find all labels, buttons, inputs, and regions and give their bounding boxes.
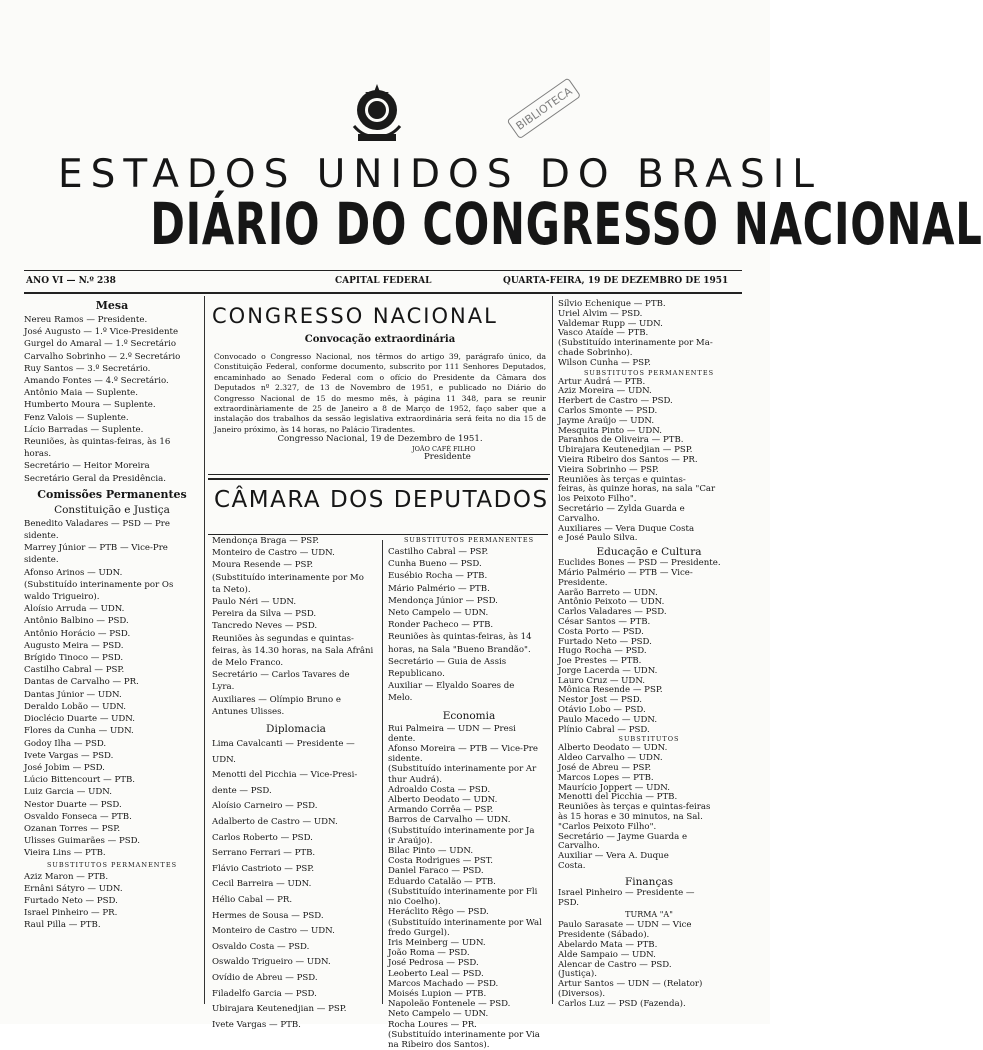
- text-line: Wilson Cunha — PSP.: [558, 357, 651, 368]
- text-line: ir Araújo).: [388, 835, 433, 846]
- text-line: Marcos Lopes — PTB.: [558, 772, 654, 783]
- text-line: Antônio Balbino — PSD.: [24, 616, 129, 627]
- text-line: Abelardo Mata — PTB.: [558, 940, 658, 951]
- text-line: Artur Audrá — PTB.: [558, 376, 646, 387]
- place-line: CAPITAL FEDERAL: [335, 276, 432, 286]
- text-line: fredo Gurgel).: [388, 927, 450, 938]
- text-line: Secretário — Jayme Guarda e: [558, 831, 688, 842]
- text-line: Humberto Moura — Suplente.: [24, 400, 156, 411]
- text-line: (Substituído interinamente por Os: [24, 579, 174, 590]
- text-line: Paulo Macedo — UDN.: [558, 714, 658, 725]
- text-line: Carlos Roberto — PSD.: [212, 832, 313, 843]
- col4-sub-heading-1: SUBSTITUTOS PERMANENTES: [583, 368, 715, 377]
- text-line: (Justiça).: [558, 969, 597, 980]
- text-line: Osvaldo Fonseca — PTB.: [24, 811, 132, 822]
- text-line: Afonso Arinos — UDN.: [24, 567, 123, 578]
- text-line: Daniel Faraco — PSD.: [388, 866, 484, 877]
- text-line: Antônio Peixoto — UDN.: [558, 597, 665, 608]
- text-line: Vieira Lins — PTB.: [24, 848, 106, 859]
- text-line: Castilho Cabral — PSP.: [388, 547, 489, 557]
- text-line: Presidente.: [558, 577, 608, 588]
- col4-top-list: [558, 300, 740, 369]
- text-line: Reuniões às terças e quintas-: [558, 474, 686, 485]
- text-line: los Peixoto Filho".: [558, 494, 637, 505]
- masthead-rule-top: [24, 270, 742, 271]
- text-line: Serrano Ferrari — PTB.: [212, 848, 316, 859]
- congresso-heading: CONGRESSO NACIONAL: [212, 304, 498, 328]
- text-line: Lício Barradas — Suplente.: [24, 424, 144, 435]
- library-stamp: [500, 75, 590, 145]
- text-line: César Santos — PTB.: [558, 616, 651, 627]
- column-1: [24, 298, 200, 932]
- text-line: Alberto Deodato — UDN.: [558, 743, 668, 754]
- convocacao-text: Convocado o Congresso Nacional, nos têrmos do artigo 39, parágrafo único, da Constituição Federal, conforme documento, subscrito por 111 Senhores Deputados, encaminhado ao Senado Federal com o ofício do Presidente da Câmara dos Deputados nº 2.327, de 13 de Novembro de 1951, e publicado no Diário do Congresso Nacional de 15 do mesmo mês, à página 11 348, para se reunir extraordinàriamente de 25 de Janeiro a 8 de Março de 1952, faço saber que a instalação dos trabalhos da sessão legislativa extraordinária será feita no dia 15 de Janeiro próximo, às 14 horas, no Palácio Tiradentes.: [214, 352, 546, 434]
- text-line: Dioclécio Duarte — UDN.: [24, 714, 136, 725]
- text-line: Fenz Valois — Suplente.: [24, 412, 129, 423]
- text-line: Ivete Vargas — PSD.: [24, 750, 114, 761]
- text-line: Flores da Cunha — UDN.: [24, 726, 134, 737]
- text-line: "Carlos Peixoto Filho".: [558, 821, 657, 832]
- text-line: Castilho Cabral — PSP.: [24, 665, 125, 676]
- masthead-rule-bottom: [24, 292, 742, 294]
- text-line: Menotti del Picchia — PTB.: [558, 792, 678, 803]
- text-line: Eduardo Catalão — PTB.: [388, 876, 496, 887]
- economia-list: [388, 724, 550, 1050]
- signature-title: Presidente: [424, 452, 471, 463]
- turma-heading: TURMA "A": [625, 910, 673, 920]
- text-line: Aldeo Carvalho — UDN.: [558, 753, 663, 764]
- text-line: Hélio Cabal — PR.: [212, 894, 293, 905]
- col3-top-list: [388, 546, 550, 705]
- economia-heading: Economia: [442, 709, 496, 722]
- text-line: às 15 horas e 30 minutos, na Sal.: [558, 812, 703, 823]
- signature-block: [212, 433, 548, 462]
- text-line: Alencar de Castro — PSD.: [558, 959, 672, 970]
- text-line: Napoleão Fontenele — PSD.: [388, 999, 511, 1010]
- text-line: Aziz Maron — PTB.: [24, 871, 109, 882]
- text-line: Maurício Joppert — UDN.: [558, 782, 670, 793]
- column-2: [212, 535, 380, 1033]
- text-line: Brígido Tinoco — PSD.: [24, 653, 124, 664]
- text-line: Neto Campelo — UDN.: [388, 1009, 489, 1020]
- signature-place: Congresso Nacional, 19 de Dezembro de 1951.: [277, 434, 483, 444]
- text-line: Heráclito Rêgo — PSD.: [388, 907, 489, 918]
- column-rule-3: [552, 296, 553, 1004]
- text-line: Reuniões às quintas-feiras, às 14: [388, 632, 532, 643]
- date-line: QUARTA-FEIRA, 19 DE DEZEMBRO DE 1951: [503, 276, 729, 286]
- text-line: Reuniões às terças e quintas-feiras: [558, 802, 711, 813]
- col3-sub-heading: SUBSTITUTOS PERMANENTES: [403, 536, 535, 544]
- col2-top-list: [212, 535, 380, 718]
- signature-name: JOÃO CAFÉ FILHO: [412, 445, 476, 454]
- text-line: Ubirajara Keutenedjian — PSP.: [558, 445, 693, 456]
- text-line: na Ribeiro dos Santos).: [388, 1039, 490, 1050]
- text-line: Alberto Deodato — UDN.: [388, 795, 498, 806]
- text-line: Osvaldo Costa — PSD.: [212, 941, 310, 952]
- text-line: Secretário — Guia de Assis: [388, 656, 507, 667]
- convocacao-heading: Convocação extraordinária: [304, 334, 456, 345]
- svg-text:BIBLIOTECA: BIBLIOTECA: [513, 84, 575, 133]
- text-line: José Pedrosa — PSD.: [388, 958, 479, 969]
- column-4: [558, 300, 740, 1010]
- text-line: Ulisses Guimarães — PSD.: [24, 836, 140, 847]
- text-line: Oswaldo Trigueiro — UDN.: [212, 957, 331, 968]
- text-line: Secretário Geral da Presidência.: [24, 473, 167, 484]
- text-line: João Roma — PSD.: [388, 948, 470, 959]
- text-line: Rui Palmeira — UDN — Presi: [388, 723, 516, 734]
- text-line: Secretário — Carlos Tavares de: [212, 670, 350, 681]
- text-line: Hermes de Sousa — PSD.: [212, 910, 324, 921]
- financas-list: [558, 889, 740, 909]
- text-line: Augusto Meira — PSD.: [24, 640, 124, 651]
- text-line: Aloísio Arruda — UDN.: [24, 604, 125, 615]
- text-line: (Substituído interinamente por Fli: [388, 886, 538, 897]
- text-line: Mário Palmério — PTB — Vice-: [558, 567, 693, 578]
- text-line: Moisés Lupion — PTB.: [388, 988, 487, 999]
- text-line: Eusébio Rocha — PTB.: [388, 571, 488, 582]
- text-line: dente — PSD.: [212, 785, 272, 796]
- text-line: Alde Sampaio — UDN.: [558, 949, 656, 960]
- col4-sub-heading-2: SUBSTITUTOS: [618, 735, 680, 744]
- text-line: Carlos Smonte — PSD.: [558, 405, 658, 416]
- congresso-block: [212, 332, 548, 347]
- text-line: José de Abreu — PSP.: [558, 763, 652, 774]
- text-line: horas.: [24, 449, 52, 460]
- text-line: Vasco Ataíde — PTB.: [558, 328, 649, 339]
- text-line: PSD.: [558, 897, 579, 908]
- text-line: Plínio Cabral — PSD.: [558, 724, 650, 735]
- text-line: Neto Campelo — UDN.: [388, 608, 489, 619]
- text-line: Gurgel do Amaral — 1.º Secretário: [24, 339, 177, 350]
- text-line: Dantas de Carvalho — PR.: [24, 677, 139, 688]
- text-line: Filadelfo Garcia — PSD.: [212, 988, 317, 999]
- column-rule-1: [204, 296, 205, 1004]
- text-line: Paranhos de Oliveira — PTB.: [558, 435, 684, 446]
- text-line: Antônio Maia — Suplente.: [24, 388, 138, 399]
- mesa-heading: Mesa: [95, 299, 129, 312]
- text-line: Antônio Horácio — PSD.: [24, 628, 131, 639]
- text-line: Raul Pilla — PTB.: [24, 920, 101, 931]
- text-line: horas, na Sala "Bueno Brandão".: [388, 644, 531, 655]
- newspaper-title: DIÁRIO DO CONGRESSO NACIONAL: [150, 190, 983, 258]
- text-line: Ovídio de Abreu — PSD.: [212, 972, 318, 983]
- text-line: feiras, às quinze horas, na sala "Car: [558, 484, 716, 495]
- text-line: Carvalho.: [558, 513, 600, 524]
- text-line: Herbert de Castro — PSD.: [558, 396, 673, 407]
- text-line: Auxiliares — Vera Duque Costa: [558, 523, 695, 534]
- text-line: Mendonça Braga — PSP.: [212, 536, 319, 546]
- text-line: José Augusto — 1.º Vice-Presidente: [24, 327, 179, 338]
- text-line: Carvalho.: [558, 841, 600, 852]
- text-line: (Substituído interinamente por Ar: [388, 764, 537, 775]
- text-line: Auxiliares — Olímpio Bruno e: [212, 694, 341, 705]
- text-line: (Substituído interinamente por Wal: [388, 917, 542, 928]
- text-line: Benedito Valadares — PSD — Pre: [24, 518, 170, 529]
- text-line: Ubirajara Keutenedjian — PSP.: [212, 1004, 347, 1015]
- text-line: Ronder Pacheco — PTB.: [388, 620, 494, 631]
- text-line: Uriel Alvim — PSD.: [558, 308, 643, 319]
- text-line: Lyra.: [212, 682, 235, 693]
- col4-sub-list-2: [558, 744, 740, 871]
- text-line: Adalberto de Castro — UDN.: [212, 817, 338, 828]
- text-line: nio Coelho).: [388, 897, 441, 908]
- text-line: Rocha Loures — PR.: [388, 1019, 477, 1030]
- text-line: Jorge Lacerda — UDN.: [558, 665, 658, 676]
- text-line: Marrey Júnior — PTB — Vice-Pre: [24, 543, 168, 554]
- text-line: Valdemar Rupp — UDN.: [558, 318, 663, 329]
- turma-list: [558, 921, 740, 1009]
- text-line: Barros de Carvalho — UDN.: [388, 815, 511, 826]
- constituicao-list: [24, 518, 200, 860]
- text-line: UDN.: [212, 754, 236, 765]
- text-line: Auxiliar — Vera A. Duque: [558, 851, 669, 862]
- text-line: dente.: [388, 733, 416, 744]
- text-line: Vieira Ribeiro dos Santos — PR.: [558, 454, 698, 465]
- issue-number: ANO VI — N.º 238: [26, 276, 116, 286]
- text-line: Aloísio Carneiro — PSD.: [212, 801, 318, 812]
- text-line: (Substituído interinamente por Via: [388, 1029, 540, 1040]
- text-line: Mesquita Pinto — UDN.: [558, 425, 662, 436]
- text-line: Tancredo Neves — PSD.: [212, 621, 318, 632]
- text-line: Carlos Luz — PSD (Fazenda).: [558, 998, 686, 1009]
- constituicao-heading: Constituição e Justiça: [54, 503, 170, 516]
- text-line: Monteiro de Castro — UDN.: [212, 548, 335, 559]
- text-line: Ruy Santos — 3.º Secretário.: [24, 363, 151, 374]
- text-line: Israel Pinheiro — Presidente —: [558, 887, 695, 898]
- text-line: Secretário — Zylda Guarda e: [558, 503, 685, 514]
- text-line: chade Sobrinho).: [558, 347, 633, 358]
- congresso-rule: [208, 474, 550, 475]
- mesa-list: [24, 314, 200, 485]
- text-line: Ivete Vargas — PTB.: [212, 1019, 301, 1030]
- text-line: Carvalho Sobrinho — 2.º Secretário: [24, 351, 181, 362]
- text-line: Mônica Resende — PSP.: [558, 685, 663, 696]
- text-line: Marcos Machado — PSD.: [388, 978, 499, 989]
- text-line: Cecil Barreira — UDN.: [212, 879, 312, 890]
- text-line: Nestor Jost — PSD.: [558, 695, 643, 706]
- text-line: e José Paulo Silva.: [558, 533, 638, 544]
- text-line: Adroaldo Costa — PSD.: [388, 784, 491, 795]
- text-line: Artur Santos — UDN — (Relator): [558, 979, 703, 990]
- text-line: Otávio Lobo — PSD.: [558, 705, 646, 716]
- col4-sub-list-1: [558, 378, 740, 545]
- text-line: Luiz Garcia — UDN.: [24, 787, 112, 798]
- column-rule-2: [382, 540, 383, 1004]
- text-line: Reuniões às segundas e quintas-: [212, 633, 354, 644]
- diplomacia-heading: Diplomacia: [266, 723, 326, 736]
- text-line: Carlos Valadares — PSD.: [558, 607, 667, 618]
- text-line: Republicano.: [388, 669, 445, 680]
- text-line: Costa.: [558, 861, 586, 872]
- text-line: Israel Pinheiro — PR.: [24, 908, 118, 919]
- text-line: Armando Corrêa — PSP.: [388, 805, 494, 816]
- comissoes-heading: Comissões Permanentes: [37, 487, 187, 501]
- text-line: Costa Porto — PSD.: [558, 626, 644, 637]
- text-line: Flávio Castrioto — PSP.: [212, 863, 315, 874]
- text-line: Menotti del Picchia — Vice-Presi-: [212, 770, 358, 781]
- educacao-list: [558, 559, 740, 735]
- educacao-heading: Educação e Cultura: [596, 546, 702, 559]
- text-line: Ernâni Sátyro — UDN.: [24, 883, 123, 894]
- text-line: Deraldo Lobão — UDN.: [24, 701, 126, 712]
- text-line: Joe Prestes — PTB.: [558, 656, 642, 667]
- text-line: Melo.: [388, 693, 413, 704]
- text-line: Costa Rodrigues — PST.: [388, 856, 493, 867]
- text-line: Bilac Pinto — UDN.: [388, 846, 474, 857]
- coat-of-arms-seal: [344, 82, 410, 146]
- text-line: Pereira da Silva — PSD.: [212, 609, 317, 620]
- text-line: Vieira Sobrinho — PSP.: [558, 464, 659, 475]
- text-line: Euclides Bones — PSD — Presidente.: [558, 558, 721, 569]
- text-line: José Jobim — PSD.: [24, 762, 105, 773]
- text-line: Paulo Néri — UDN.: [212, 597, 297, 608]
- text-line: Leoberto Leal — PSD.: [388, 968, 484, 979]
- text-line: Nereu Ramos — Presidente.: [24, 315, 148, 325]
- text-line: sidente.: [388, 754, 423, 765]
- text-line: sidente.: [24, 531, 59, 542]
- text-line: thur Audrá).: [388, 774, 442, 785]
- text-line: de Melo Franco.: [212, 658, 284, 669]
- text-line: Antunes Ulisses.: [212, 706, 285, 717]
- text-line: Nestor Duarte — PSD.: [24, 799, 122, 810]
- text-line: Hugo Rocha — PSD.: [558, 646, 647, 657]
- text-line: Reuniões, às quintas-feiras, às 16: [24, 437, 171, 448]
- text-line: waldo Trigueiro).: [24, 592, 100, 603]
- text-line: Dantas Júnior — UDN.: [24, 689, 122, 700]
- text-line: Aziz Moreira — UDN.: [558, 386, 652, 397]
- text-line: (Substituído interinamente por Ja: [388, 825, 535, 836]
- text-line: (Diversos).: [558, 989, 606, 999]
- text-line: Presidente (Sábado).: [558, 930, 650, 941]
- text-line: Mendonça Júnior — PSD.: [388, 595, 498, 606]
- text-line: Iris Meinberg — UDN.: [388, 937, 486, 948]
- financas-heading: Finanças: [625, 875, 673, 888]
- text-line: Paulo Sarasate — UDN — Vice: [558, 920, 692, 931]
- column-3: [388, 535, 550, 1050]
- text-line: feiras, às 14.30 horas, na Sala Afrâni: [212, 645, 374, 656]
- text-line: Mário Palmério — PTB.: [388, 583, 490, 594]
- text-line: ta Neto).: [212, 584, 251, 595]
- diplomacia-list: [212, 737, 380, 1033]
- text-line: Lima Cavalcanti — Presidente —: [212, 739, 355, 750]
- camara-heading: CÂMARA DOS DEPUTADOS: [214, 487, 549, 513]
- country-name: ESTADOS UNIDOS DO BRASIL: [58, 152, 822, 197]
- text-line: Afonso Moreira — PTB — Vice-Pre: [388, 744, 538, 755]
- text-line: Moura Resende — PSP.: [212, 560, 314, 571]
- suplentes-list: [24, 871, 200, 932]
- text-line: (Substituído interinamente por Mo: [212, 572, 364, 583]
- text-line: Secretário — Heitor Moreira: [24, 461, 150, 472]
- text-line: Ozanan Torres — PSP.: [24, 823, 121, 834]
- text-line: Furtado Neto — PSD.: [558, 636, 652, 647]
- suplentes-heading: SUBSTITUTOS PERMANENTES: [46, 860, 178, 869]
- text-line: Monteiro de Castro — UDN.: [212, 926, 335, 937]
- text-line: Jayme Araújo — UDN.: [558, 415, 655, 426]
- text-line: Godoy Ilha — PSD.: [24, 738, 107, 749]
- text-line: sidente.: [24, 555, 59, 566]
- text-line: Lúcio Bittencourt — PTB.: [24, 775, 136, 786]
- text-line: Amando Fontes — 4.º Secretário.: [24, 376, 169, 387]
- text-line: Aarão Barreto — UDN.: [558, 587, 658, 598]
- text-line: (Substituído interinamente por Ma-: [558, 338, 713, 349]
- text-line: Cunha Bueno — PSD.: [388, 559, 482, 570]
- text-line: Lauro Cruz — UDN.: [558, 675, 646, 686]
- text-line: Sílvio Echenique — PTB.: [558, 299, 666, 309]
- text-line: Furtado Neto — PSD.: [24, 895, 118, 906]
- text-line: Auxiliar — Elyaldo Soares de: [388, 681, 515, 692]
